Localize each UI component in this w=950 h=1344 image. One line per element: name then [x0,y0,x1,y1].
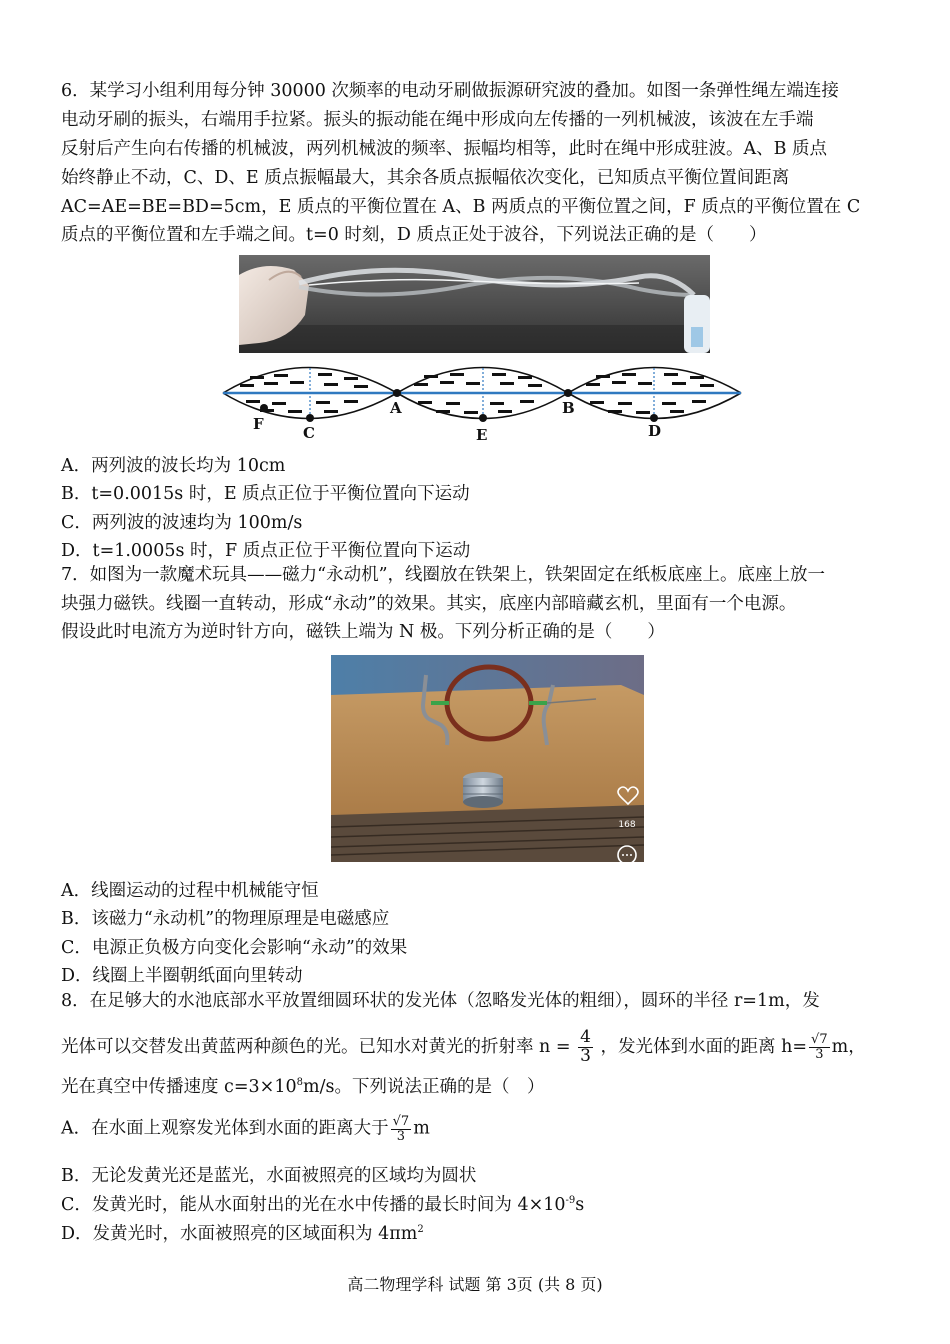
q8-line-3-text-b: m/s。下列说法正确的是（ ） [302,1076,545,1097]
q7-line-3: 假设此时电流方为逆时针方向，磁铁上端为 N 极。下列分析正确的是（ ） [61,622,665,642]
point-C [306,414,314,422]
point-F [260,404,268,412]
q8-option-a [61,1115,430,1143]
q6-option-d: D．t=1.0005s 时，F 质点正位于平衡位置向下运动 [61,541,471,561]
q8-option-d-text: D．发黄光时，水面被照亮的区域面积为 4πm [61,1224,418,1244]
page-footer: 高二物理学科 试题 第 3页 (共 8 页) [347,1275,603,1294]
h-numerator: √7 [811,1032,828,1048]
rope-photo [239,255,710,353]
label-A: A [390,399,402,417]
point-E [479,414,487,422]
point-D [650,414,658,422]
q8-line-2-text-b: ，发光体到水面的距离 h= [600,1036,808,1057]
q6-line-3: 反射后产生向右传播的机械波，两列机械波的频率、振幅均相等，此时在绳中形成驻波。A、B 质点 [61,139,828,159]
label-C: C [303,424,315,442]
depth-fraction [809,1033,830,1061]
q7-line-1: 7．如图为一款魔术玩具——磁力“永动机”，线圈放在铁架上，铁架固定在纸板底座上。底座上放一 [61,565,826,585]
q6-option-b: B．t=0.0015s 时，E 质点正位于平衡位置向下运动 [61,484,470,504]
label-F: F [253,415,264,433]
q6-line-1: 6．某学习小组利用每分钟 30000 次频率的电动牙刷做振源研究波的叠加。如图一条弹性绳左端连接 [61,81,839,101]
n-denominator: 3 [580,1045,591,1066]
option-a-unit: m [413,1118,430,1139]
q8-option-c-text: C．发黄光时，能从水面射出的光在水中传播的最长时间为 4×10 [61,1195,566,1215]
standing-wave-diagram [220,360,744,446]
q8-line-3 [61,1078,544,1096]
q8-line-1: 8．在足够大的水池底部水平放置细圆环状的发光体（忽略发光体的粗细），圆环的半径 r=1m，发 [61,991,820,1011]
option-a-denominator: 3 [396,1128,406,1144]
h-denominator: 3 [815,1046,824,1062]
q6-line-6: 质点的平衡位置和左手端之间。t=0 时刻，D 质点正处于波谷，下列说法正确的是（ ） [61,225,767,245]
label-E: E [476,426,488,444]
point-B [564,389,572,397]
q8-option-d-exponent: 2 [417,1224,424,1236]
label-D: D [648,422,662,440]
q8-option-c [61,1191,584,1216]
q7-option-c: C．电源正负极方向变化会影响“永动”的效果 [61,938,408,958]
refractive-index-fraction [578,1029,593,1066]
like-count: 168 [618,820,636,830]
q8-option-b: B．无论发黄光还是蓝光，水面被照亮的区域均为圆状 [61,1166,477,1186]
q7-option-a: A．线圈运动的过程中机械能守恒 [61,881,319,901]
n-numerator: 4 [580,1027,591,1047]
q6-line-2: 电动牙刷的振头，右端用手拉紧。振头的振动能在绳中形成向左传播的一列机械波，该波在左手端 [61,110,814,130]
q6-option-a: A．两列波的波长均为 10cm [61,456,286,476]
option-a-fraction [391,1115,412,1143]
q7-line-2: 块强力磁铁。线圈一直转动，形成“永动”的效果。其实，底座内部暗藏玄机，里面有一个电源。 [61,594,797,614]
point-A [393,389,401,397]
q6-line-4: 始终静止不动，C、D、E 质点振幅最大，其余各质点振幅依次变化，已知质点平衡位置间距离 [61,168,790,188]
q8-line-2-text-a: 光体可以交替发出黄蓝两种颜色的光。已知水对黄光的折射率 n = [61,1036,571,1057]
option-a-numerator: √7 [392,1114,410,1129]
q8-line-3-text-a: 光在真空中传播速度 c=3×10 [61,1076,297,1097]
q8-option-c-unit: s [575,1195,585,1215]
magnetic-motor-photo [331,655,644,862]
q8-option-c-exponent: -9 [565,1195,576,1207]
q8-line-2-text-c: m， [831,1036,866,1057]
q6-option-c: C．两列波的波速均为 100m/s [61,513,303,533]
q8-option-d [61,1220,424,1245]
q7-option-d: D．线圈上半圈朝纸面向里转动 [61,966,303,986]
label-B: B [562,399,575,417]
q6-line-5: AC=AE=BE=BD=5cm，E 质点的平衡位置在 A、B 两质点的平衡位置之间，F 质点的平衡位置在 C [61,197,861,217]
q8-line-3-exponent: 8 [296,1077,303,1088]
q8-line-2 [61,1029,866,1066]
q8-option-a-text: A．在水面上观察发光体到水面的距离大于 [61,1118,389,1139]
q7-option-b: B．该磁力“永动机”的物理原理是电磁感应 [61,909,390,929]
